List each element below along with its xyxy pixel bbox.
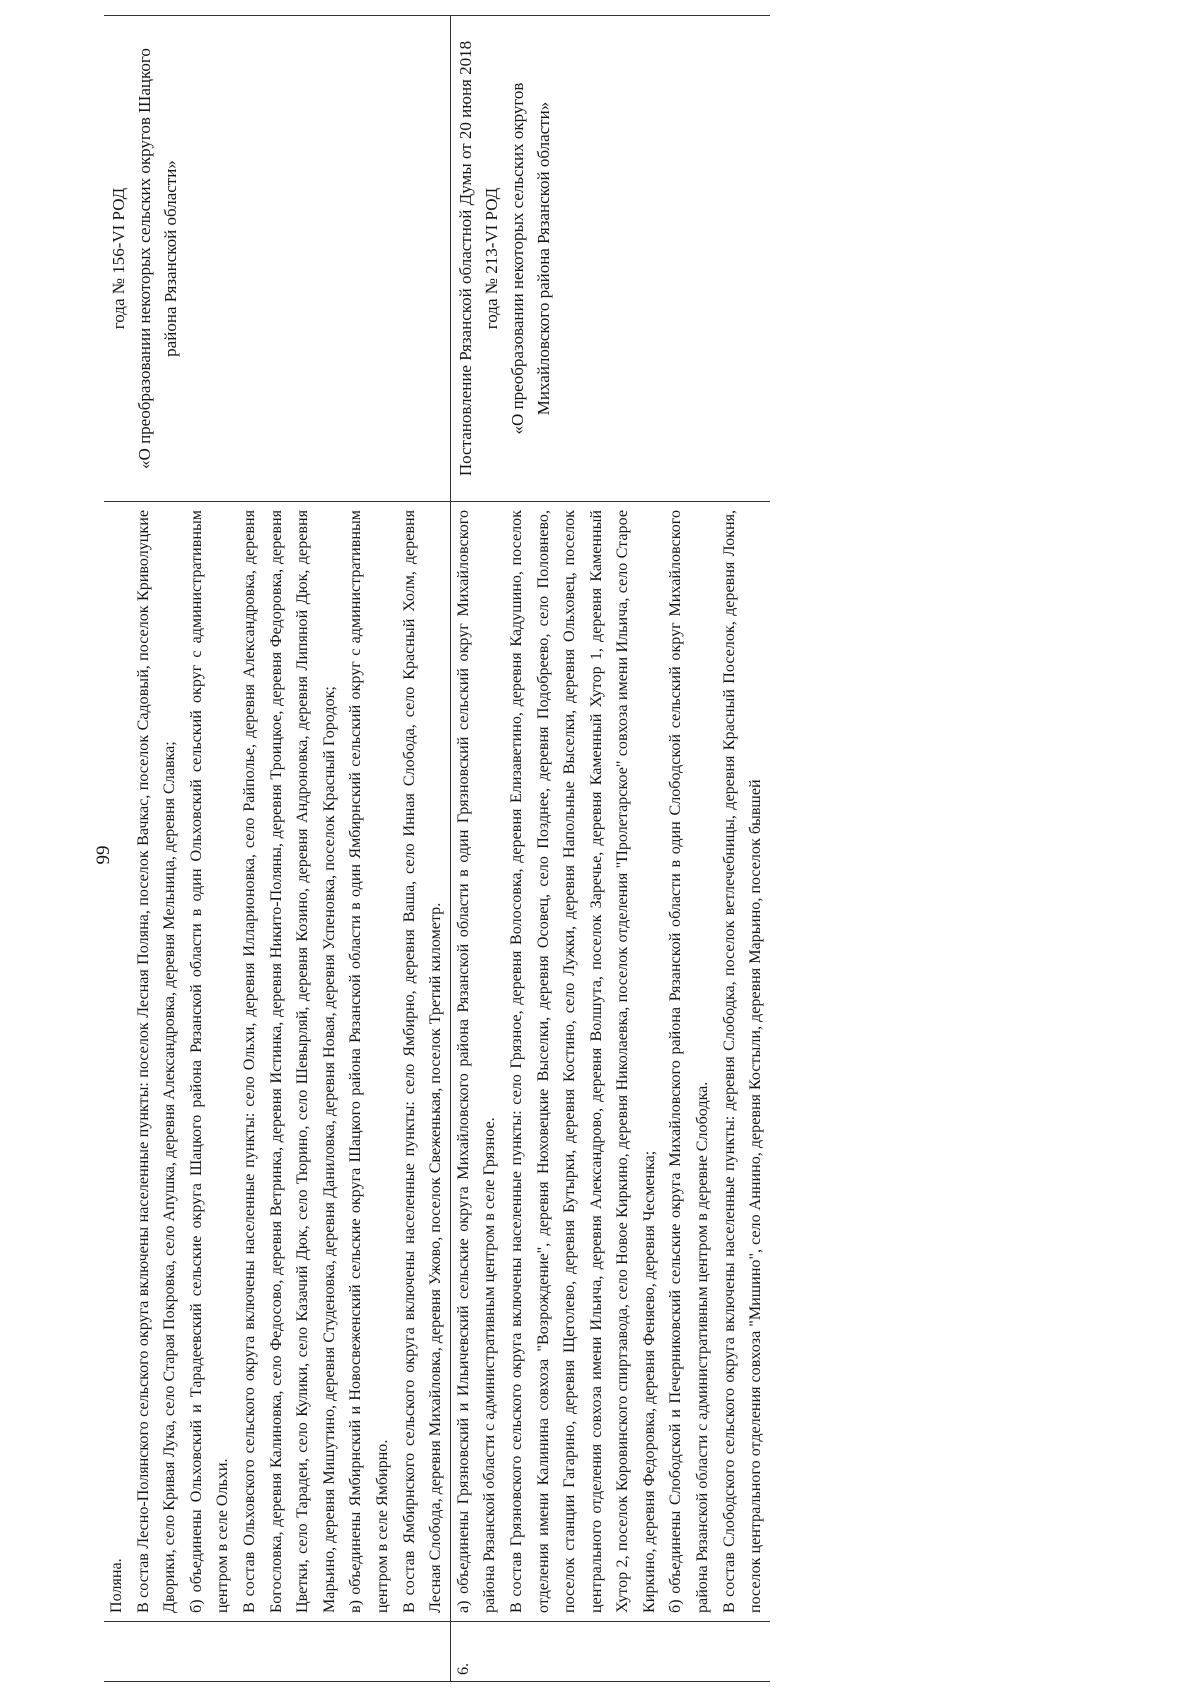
row-reference: [104, 16, 450, 502]
reference-line: «О преобразовании некоторых сельских округов Шацкого района Рязанской области»: [135, 48, 180, 469]
paragraph: В состав Грязновского сельского округа включены населенные пункты: село Грязное, деревня Волосовка, деревня Елизаветино, деревня Кадушино, поселок отделения имени Калинина совхоза "Возрождение", деревня Нюховецкие Выселки, деревня Осовец, село Позднее, деревня Подобреево, село Половнево, поселок станции Гагарино, деревня Щеголево, деревня Бутырки, деревня Костино, село Лужки, деревня Напольные Выселки, деревня Ольховец, поселок центрального отделения совхоза имени Ильича, деревня Александрово, деревня Волшута, поселок Заречье, деревня Каменный Хутор 1, деревня Каменный Хутор 2, поселок Коровинского спиртзавода, село Новое Киркино, деревня Николаевка, поселок отделения "Пролетарское" совхоза имени Ильича, село Старое Киркино, деревня Федоровка, деревня Феняево, деревня Чесменка;: [507, 510, 658, 1613]
paragraph: В состав Лесно-Полянского сельского округа включены населенные пункты: поселок Лесная Поляна, поселок Вачкас, поселок Садовый, поселок Криволуцкие Дворики, село Кривая Лука, село Старая Покровка, село Апушка, деревня Александровка, деревня Мельница, деревня Славка;: [134, 510, 179, 1613]
paragraph: В состав Слободского сельского округа включены населенные пункты: деревня Слободка, поселок ветлечебницы, деревня Красный Поселок, деревня Локня, поселок центрального отделения совхоза "Мишино", село Аннино, деревня Костыли, деревня Марьино, поселок бывшей: [720, 510, 765, 1613]
reference-line: «О преобразовании некоторых сельских округов Михайловского района Рязанской области»: [507, 82, 553, 435]
row-number: [104, 1622, 450, 1682]
row-body: [104, 502, 450, 1622]
page-number: 99: [93, 845, 114, 865]
paragraph: б) объединены Ольховский и Тарадеевский сельские округа Шацкого района Рязанской области в один Ольховский сельский округ с административным центром в селе Ольхи.: [187, 510, 232, 1613]
paragraph: Поляна.: [108, 1558, 125, 1613]
table-row: [104, 16, 450, 1682]
table-row: [450, 16, 770, 1682]
paragraph: В состав Ямбирнского сельского округа включены населенные пункты: село Ямбирно, деревня Ваша, село Инная Слобода, село Красный Холм, деревня Лесная Слобода, деревня Михайловка, деревня Ужово, поселок Свеженькая, поселок Третий километр.: [400, 510, 445, 1613]
row-number: 6.: [450, 1622, 770, 1682]
paragraph: а) объединены Грязновский и Ильичевский сельские округа Михайловского района Рязанской области в один Грязновский сельский округ Михайловского района Рязанской области с административным центром в селе Грязное.: [454, 510, 499, 1613]
row-reference: [450, 16, 770, 502]
paragraph: б) объединены Слободской и Печерниковский сельские округа Михайловского района Рязанской области в один Слободской сельский округ Михайловского района Рязанской области с административным центром в деревне Слободка.: [667, 510, 712, 1613]
paragraph: В состав Ольховского сельского округа включены населенные пункты: село Ольхи, деревня Илларионовка, село Райполье, деревня Александровка, деревня Богословка, деревня Калиновка, село Федосово, деревня Ветринка, деревня Истинка, деревня Никито-Поляны, деревня Троицкое, деревня Федоровка, деревня Цветки, село Тарадеи, село Кулики, село Казачий Дюк, село Тюрино, село Шевырляй, деревня Козино, деревня Андроновка, деревня Липяной Дюк, деревня Марьино, деревня Мишутино, деревня Студеновка, деревня Даниловка, деревня Новая, деревня Успеновка, поселок Красный Городок;: [240, 510, 338, 1613]
document-table: [104, 15, 770, 1682]
row-body: [450, 502, 770, 1622]
reference-line: Постановление Рязанской областной Думы от 20 июня 2018 года № 213-VI РОД: [455, 40, 501, 477]
paragraph: в) объединены Ямбирнский и Новосвеженский сельские округа Шацкого района Рязанской области в один Ямбирнский сельский округ с административным центром в селе Ямбирно.: [347, 510, 391, 1613]
reference-line: года № 156-VI РОД: [109, 187, 128, 330]
